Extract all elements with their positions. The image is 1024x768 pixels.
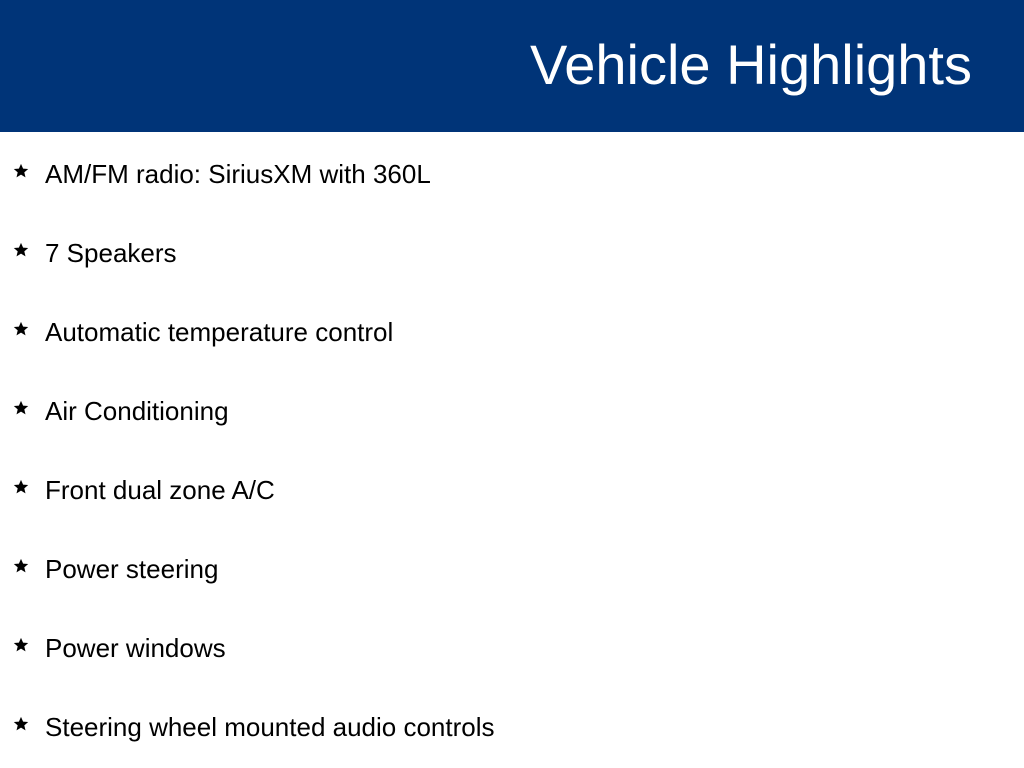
list-item-label: Front dual zone A/C: [45, 475, 275, 505]
header-banner: [0, 0, 1024, 132]
list-item: [0, 393, 1024, 433]
list-item-label: Power windows: [45, 633, 226, 663]
list-item: [0, 156, 1024, 196]
list-item-label: Automatic temperature control: [45, 317, 394, 347]
list-item-label: AM/FM radio: SiriusXM with 360L: [45, 159, 431, 189]
list-item: [0, 551, 1024, 591]
list-item-label: Steering wheel mounted audio controls: [45, 712, 495, 742]
star-icon: [12, 715, 30, 733]
page-title: Vehicle Highlights: [529, 33, 972, 96]
star-icon: [12, 399, 30, 417]
list-item: [0, 630, 1024, 670]
star-icon: [12, 162, 30, 180]
list-item: [0, 314, 1024, 354]
list-item: [0, 709, 1024, 749]
star-icon: [12, 636, 30, 654]
star-icon: [12, 241, 30, 259]
list-item-label: 7 Speakers: [45, 238, 177, 268]
star-icon: [12, 478, 30, 496]
list-item-label: Air Conditioning: [45, 396, 229, 426]
star-icon: [12, 557, 30, 575]
list-item-label: Power steering: [45, 554, 219, 584]
star-icon: [12, 320, 30, 338]
list-item: [0, 472, 1024, 512]
list-item: [0, 235, 1024, 275]
